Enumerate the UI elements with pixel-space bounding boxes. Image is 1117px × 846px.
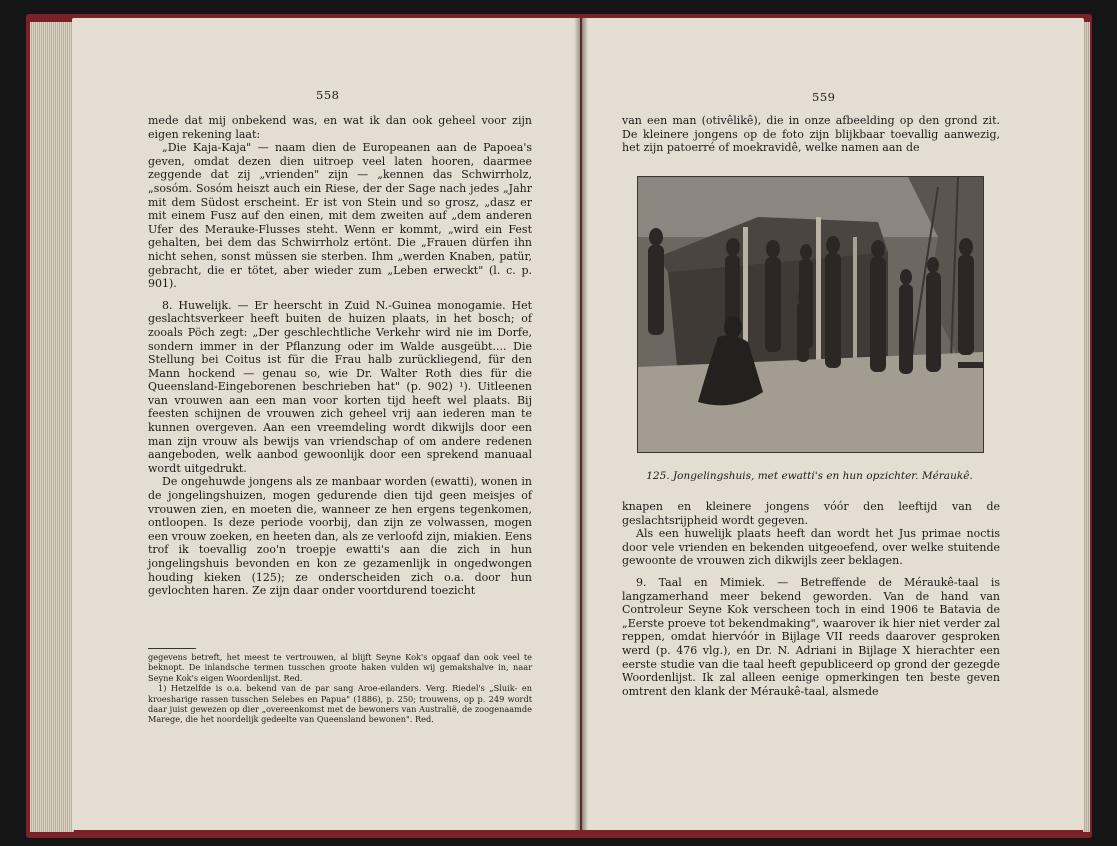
footnotes xyxy=(148,652,532,725)
paragraph: van een man (otivêlikê), die in onze afbeelding op den grond zit. De kleinere jongens op de foto zijn blijkbaar toevallig aanwezig, het zijn patoerré of moekravidê, welke namen aan de xyxy=(622,114,1000,155)
left-page xyxy=(72,18,580,830)
page-edges-left xyxy=(30,22,74,832)
footnote-rule xyxy=(148,648,196,649)
photo-caption: 125. Jongelingshuis, met ewatti's en hun opzichter. Méraukê. xyxy=(646,470,973,482)
right-page-body-bottom xyxy=(622,500,1000,698)
page-edges-right xyxy=(1083,22,1090,832)
page-number: 558 xyxy=(316,88,340,102)
left-page-body xyxy=(148,114,532,598)
footnote: gegevens betreft, het meest te vertrouwen, al blijft Seyne Kok's opgaaf dan ook veel te beknopt. De inlandsche termen tusschen groote haken vulden wij gemakshalve in, naar Seyne Kok's eigen Woordenlijst. Red. xyxy=(148,652,532,683)
paragraph: De ongehuwde jongens als ze manbaar worden (ewatti), wonen in de jongelingshuizen, mogen gedurende dien tijd geen meisjes of vrouwen zien, en moeten die, wanneer ze hen ergens tegenkomen, ontloopen. Is deze periode voorbij, dan zijn ze volwassen, mogen een vrouw zoeken, en heeten dan, als ze verloofd zijn, miakien. Eens trof ik toevallig zoo'n troepje ewatti's aan die zich in hun jongelingshuis bevonden en kon ze gezamenlijk in ongedwongen houding kieken (125); ze onderscheiden zich o.a. door hun gevlochten haren. Ze zijn daar onder voortdurend toezicht xyxy=(148,475,532,598)
photo-illustration xyxy=(638,177,983,452)
right-page xyxy=(582,18,1084,830)
book-gutter xyxy=(574,18,588,830)
paragraph: „Die Kaja-Kaja" — naam dien de Europeanen aan de Papoea's geven, omdat dezen dien uitroep veel laten hooren, daarmee zeggende dat zij „vrienden" zijn — „kennen das Schwirrholz, „sosóm. Sosóm heiszt auch ein Riese, der der Sage nach jedes „Jahr mit dem Südost erscheint. Er ist von Stein und so grosz, „dasz er mit einem Fusz auf den einen, mit dem zweiten auf „dem anderen Ufer des Merauke-Flusses steht. Wenn er kommt, „wird ein Fest gehalten, bei dem das Schwirrholz ertönt. Die „Frauen dürfen ihn nicht sehen, sonst müssen sie sterben. Ihm „werden Knaben, patür, gebracht, die er tötet, aber wieder zum „Leben erweckt" (l. c. p. 901). xyxy=(148,141,532,291)
footnote: 1) Hetzelfde is o.a. bekend van de par sang Aroe-eilanders. Verg. Riedel's „Sluik- en kroesharige rassen tusschen Selebes en Papua" (1886), p. 250; trouwens, op p. 249 wordt daar juist gewezen op dier „overeenkomst met de bewoners van Australië, de zoogenaamde Marege, die het noordelijk gedeelte van Queensland bewonen". Red. xyxy=(148,683,532,725)
paragraph: 8. Huwelijk. — Er heerscht in Zuid N.-Guinea monogamie. Het geslachtsverkeer heeft buiten de huizen plaats, in het bosch; of zooals Pöch zegt: „Der geschlechtliche Verkehr wird nie im Dorfe, sondern immer in der Pflanzung oder im Walde ausgeübt.... Die Stellung bei Coitus ist für die Frau halb zurückliegend, für den Mann hockend — genau so, wie Dr. Walter Roth dies für die Queensland-Eingeborenen beschrieben hat" (p. 902) ¹). Uitleenen van vrouwen aan een man voor korten tijd heeft wel plaats. Bij feesten schijnen de vrouwen zich geheel vrij aan iederen man te kunnen overgeven. Aan een vreemdeling wordt dikwijls door een man zijn vrouw als bewijs van vriendschap of om andere redenen aangeboden, welk aanbod gewoonlijk door een sprekend manuaal wordt uitgedrukt. xyxy=(148,298,532,475)
paragraph: mede dat mij onbekend was, en wat ik dan ook geheel voor zijn eigen rekening laat: xyxy=(148,114,532,141)
page-number: 559 xyxy=(812,90,836,104)
paragraph: 9. Taal en Mimiek. — Betreffende de Méraukê-taal is langzamerhand meer bekend geworden. Van de hand van Controleur Seyne Kok verscheen toch in eind 1906 te Batavia de „Eerste proeve tot bekendmaking", waarover ik hier niet verder zal reppen, omdat hiervóór in Bijlage VII reeds daarover gesproken werd (p. 476 vlg.), en Dr. N. Adriani in Bijlage X hierachter een eerste studie van die taal heeft gepubliceerd op grond der gezegde Woordenlijst. Ik zal alleen eenige opmerkingen ten beste geven omtrent den klank der Méraukê-taal, alsmede xyxy=(622,575,1000,698)
paragraph: knapen en kleinere jongens vóór den leeftijd van de geslachtsrijpheid wordt gegeven. xyxy=(622,500,1000,527)
jongelingshuis-photo xyxy=(637,176,984,453)
paragraph: Als een huwelijk plaats heeft dan wordt het Jus primae noctis door vele vrienden en bekenden uitgeoefend, over welke stuitende gewoonte de vrouwen zich dikwijls zeer beklagen. xyxy=(622,527,1000,568)
right-page-body-top xyxy=(622,114,1000,155)
